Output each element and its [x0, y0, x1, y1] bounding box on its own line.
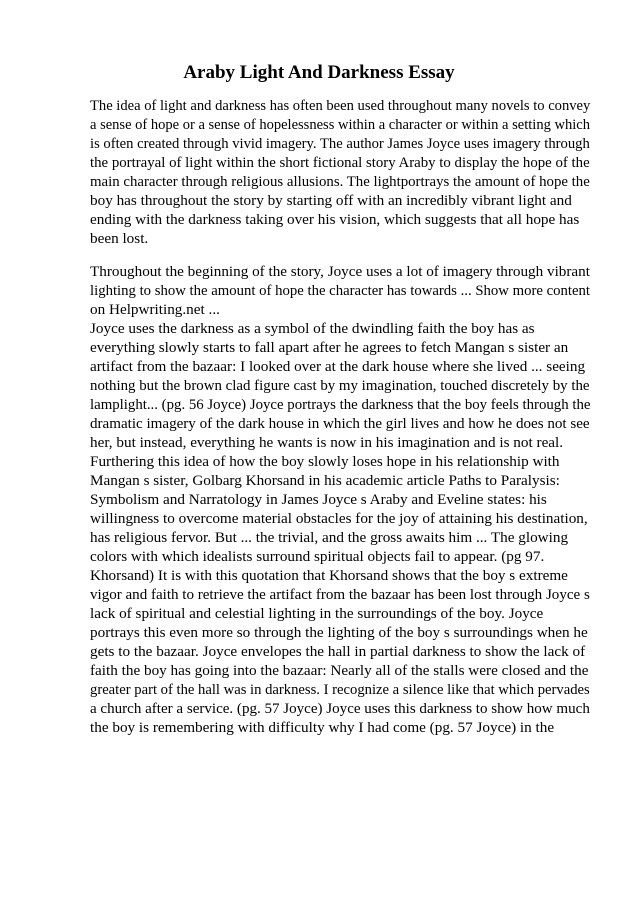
body-text-line: ending with the darkness taking over his vision, which suggests that all hope has: [90, 211, 580, 228]
body-text-line: main character through religious allusions. The lightportrays the amount of hope the: [90, 173, 590, 190]
body-text-line: a sense of hope or a sense of hopelessness within a character or within a setting which: [90, 116, 590, 133]
body-text-line: her, but instead, everything he wants is now in his imagination and is not real.: [90, 434, 564, 451]
body-text-line: greater part of the hall was in darkness. I recognize a silence like that which pervades: [90, 681, 590, 698]
body-text-line: is often created through vivid imagery. The author James Joyce uses imagery through: [90, 135, 590, 152]
body-text-line: gets to the bazaar. Joyce envelopes the hall in partial darkness to show the lack of: [90, 643, 586, 660]
body-text-line: Symbolism and Narratology in James Joyce s Araby and Eveline states: his: [90, 491, 547, 508]
body-text-line: Joyce uses the darkness as a symbol of the dwindling faith the boy has as: [90, 320, 535, 337]
body-text-line: willingness to overcome material obstacles for the joy of attaining his destination,: [90, 510, 588, 527]
body-text-line: lamplight... (pg. 56 Joyce) Joyce portrays the darkness that the boy feels through the: [90, 396, 591, 413]
body-text-line: a church after a service. (pg. 57 Joyce) Joyce uses this darkness to show how much: [90, 700, 590, 717]
body-text-line: portrays this even more so through the lighting of the boy s surroundings when he: [90, 624, 588, 641]
body-text-line: faith the boy has going into the bazaar: Nearly all of the stalls were closed and the: [90, 662, 589, 679]
body-text-line: everything slowly starts to fall apart after he agrees to fetch Mangan s sister an: [90, 339, 569, 356]
body-text-line: vigor and faith to retrieve the artifact from the bazaar has been lost through Joyce s: [90, 586, 590, 603]
body-text-line: dramatic imagery of the dark house in which the girl lives and how he does not see: [90, 415, 590, 432]
body-text-line: artifact from the bazaar: I looked over at the dark house where she lived ... seeing: [90, 358, 586, 375]
body-text-line: Furthering this idea of how the boy slowly loses hope in his relationship with: [90, 453, 560, 470]
body-text-line: has religious fervor. But ... the trivial, and the gross awaits him ... The glowing: [90, 529, 569, 546]
body-text-line: boy has throughout the story by starting off with an incredibly vibrant light and: [90, 192, 572, 209]
document-title: Araby Light And Darkness Essay: [183, 62, 455, 83]
body-text-line: on Helpwriting.net ...: [90, 301, 220, 318]
body-text-line: lighting to show the amount of hope the character has towards ... Show more content: [90, 282, 591, 299]
body-text-line: nothing but the brown clad figure cast by my imagination, touched discretely by the: [90, 377, 590, 394]
body-text-line: been lost.: [90, 230, 149, 247]
body-text-line: Khorsand) It is with this quotation that Khorsand shows that the boy s extreme: [90, 567, 568, 584]
body-text-line: the portrayal of light within the short fictional story Araby to display the hope of the: [90, 154, 590, 171]
body-text-line: Throughout the beginning of the story, Joyce uses a lot of imagery through vibrant: [90, 263, 590, 280]
body-text-line: lack of spiritual and celestial lighting in the surroundings of the boy. Joyce: [90, 605, 544, 622]
body-text-line: Mangan s sister, Golbarg Khorsand in his academic article Paths to Paralysis:: [90, 472, 560, 489]
body-text-line: the boy is remembering with difficulty why I had come (pg. 57 Joyce) in the: [90, 719, 555, 736]
body-text-line: colors with which idealists surround spiritual objects fail to appear. (pg 97.: [90, 548, 545, 565]
body-text-line: The idea of light and darkness has often been used throughout many novels to convey: [90, 97, 591, 114]
